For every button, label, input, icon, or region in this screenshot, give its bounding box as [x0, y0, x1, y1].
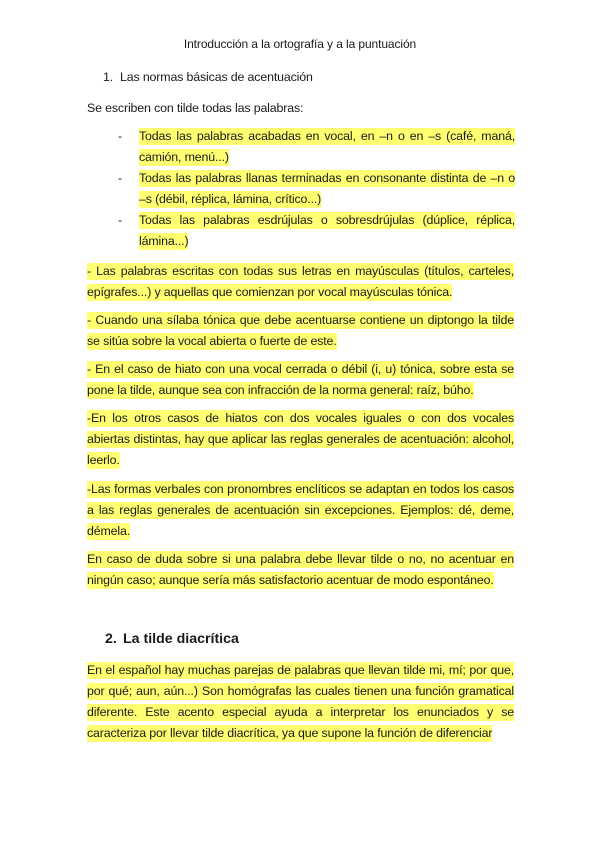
paragraph	[87, 310, 514, 352]
section-2-title: La tilde diacrítica	[123, 631, 239, 647]
paragraph-text: En caso de duda sobre si una palabra debe llevar tilde o no, no acentuar en ningún caso; aunque sería más satisfactorio acentuar de modo espontáneo.	[87, 552, 514, 587]
section-1-title: Las normas básicas de acentuación	[120, 70, 313, 84]
paragraph	[87, 359, 514, 401]
paragraph-text: -Las formas verbales con pronombres enclíticos se adaptan en todos los casos a las reglas generales de acentuación sin excepciones. Ejemplos: dé, deme, démela.	[87, 482, 514, 538]
accent-rules-list	[118, 126, 515, 252]
list-bullet: -	[118, 213, 122, 227]
list-bullet: -	[118, 129, 122, 143]
list-item-text: Todas las palabras acabadas en vocal, en –n o en –s (café, maná, camión, menú...)	[139, 129, 515, 164]
paragraph-text: En el español hay muchas parejas de palabras que llevan tilde mi, mí; por que, por qué; aun, aún...) Son homógrafas las cuales tienen una función gramatical diferente. Este acento especial ayuda a interpretar los enunciados y se caracteriza por llevar tilde diacrítica, ya que supone la función de diferenciar	[87, 663, 514, 740]
list-item	[118, 168, 515, 210]
list-bullet: -	[118, 171, 122, 185]
paragraph	[87, 660, 514, 744]
paragraph	[87, 261, 514, 303]
section-1-intro: Se escriben con tilde todas las palabras:	[87, 101, 304, 115]
section-2-heading	[105, 628, 239, 650]
list-item-text: Todas las palabras esdrújulas o sobresdrújulas (dúplice, réplica, lámina...)	[139, 213, 515, 248]
list-item	[118, 210, 515, 252]
paragraph-text: - En el caso de hiato con una vocal cerrada o débil (i, u) tónica, sobre esta se pone la tilde, aunque sea con infracción de la norma general: raíz, búho.	[87, 362, 514, 397]
paragraph-text: -En los otros casos de hiatos con dos vocales iguales o con dos vocales abiertas distintas, hay que aplicar las reglas generales de acentuación: alcohol, leerlo.	[87, 411, 514, 467]
running-header: Introducción a la ortografía y a la puntuación	[183, 37, 417, 51]
paragraph	[87, 479, 514, 542]
paragraph	[87, 408, 514, 471]
paragraph-text: - Las palabras escritas con todas sus letras en mayúsculas (títulos, carteles, epígrafes...) y aquellas que comienzan por vocal mayúsculas tónica.	[87, 264, 514, 299]
section-1-number: 1.	[103, 70, 114, 84]
paragraph-text: - Cuando una sílaba tónica que debe acentuarse contiene un diptongo la tilde se sitúa sobre la vocal abierta o fuerte de este.	[87, 313, 514, 348]
list-item-text: Todas las palabras llanas terminadas en consonante distinta de –n o –s (débil, réplica, lámina, crítico...)	[139, 171, 515, 206]
section-2-number: 2.	[105, 631, 117, 647]
list-item	[118, 126, 515, 168]
section-1-heading	[103, 67, 313, 88]
paragraph	[87, 549, 514, 591]
